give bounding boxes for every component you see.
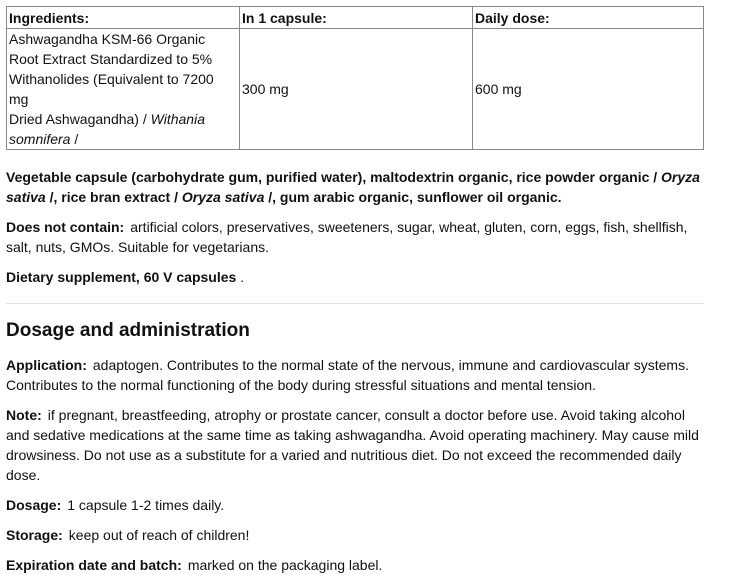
section-divider xyxy=(6,303,704,304)
expiration-label: Expiration date and batch: xyxy=(6,557,182,573)
ingredient-name xyxy=(7,29,240,150)
header-ingredients: Ingredients: xyxy=(7,7,240,29)
latin-name: Oryza sativa xyxy=(6,169,700,205)
application-text: adaptogen. Contributes to the normal state of the nervous, immune and cardiovascular systems. Contributes to the normal functioning of the body during stressful situations and mental tension. xyxy=(6,357,689,393)
header-per-capsule: In 1 capsule: xyxy=(240,7,473,29)
table-header-row xyxy=(7,7,704,29)
composition xyxy=(6,167,704,207)
dietary-supplement xyxy=(6,267,704,287)
composition-text: /, gum arabic organic, sunflower oil organic. xyxy=(264,189,562,205)
note xyxy=(6,405,704,485)
dosage-text: 1 capsule 1-2 times daily. xyxy=(67,497,225,513)
application-label: Application: xyxy=(6,357,87,373)
latin-name: Oryza sativa xyxy=(181,189,265,205)
does-not-contain xyxy=(6,217,704,257)
storage-text: keep out of reach of children! xyxy=(68,527,250,543)
ingredient-line: Withanolides (Equivalent to 7200 mg xyxy=(9,71,214,107)
does-not-contain-text: artificial colors, preservatives, sweeteners, sugar, wheat, gluten, corn, eggs, fish, shellfish, salt, nuts, GMOs. Suitable for vegetarians. xyxy=(6,219,688,255)
composition-text: Vegetable capsule (carbohydrate gum, purified water), maltodextrin organic, rice powder organic / xyxy=(6,169,662,185)
note-label: Note: xyxy=(6,407,42,423)
dietary-supplement-label: Dietary supplement, 60 V capsules xyxy=(6,269,237,285)
does-not-contain-label: Does not contain: xyxy=(6,219,125,235)
latin-name: somnifera xyxy=(9,131,71,147)
dosage xyxy=(6,495,704,515)
ingredient-line: Dried Ashwagandha) / xyxy=(9,111,151,127)
amount-daily-dose: 600 mg xyxy=(473,29,704,150)
storage-label: Storage: xyxy=(6,527,63,543)
expiration-text: marked on the packaging label. xyxy=(187,557,383,573)
ingredient-line: Root Extract Standardized to 5% xyxy=(9,51,213,67)
table-row xyxy=(7,29,704,150)
note-text: if pregnant, breastfeeding, atrophy or prostate cancer, consult a doctor before use. Avoid taking alcohol and sedative medications at the same time as taking ashwagandha. Avoid operating machinery. May cause mild drowsiness. Do not use as a substitute for a varied and nutritious diet. Do not exceed the recommended daily dose. xyxy=(6,407,699,483)
expiration xyxy=(6,555,704,575)
latin-name: Withania xyxy=(150,111,205,127)
application xyxy=(6,355,704,395)
dietary-supplement-tail: . xyxy=(236,269,245,285)
ingredient-line-latin xyxy=(9,109,237,129)
composition-text: /, rice bran extract / xyxy=(45,189,182,205)
section-title: Dosage and administration xyxy=(6,320,250,341)
dosage-label: Dosage: xyxy=(6,497,62,513)
ingredient-line: Ashwagandha KSM-66 Organic xyxy=(9,31,206,47)
ingredients-table xyxy=(6,6,704,150)
amount-per-capsule: 300 mg xyxy=(240,29,473,150)
storage xyxy=(6,525,704,545)
ingredient-line-latin-2 xyxy=(9,129,237,149)
header-daily-dose: Daily dose: xyxy=(473,7,704,29)
latin-tail: / xyxy=(70,131,79,147)
